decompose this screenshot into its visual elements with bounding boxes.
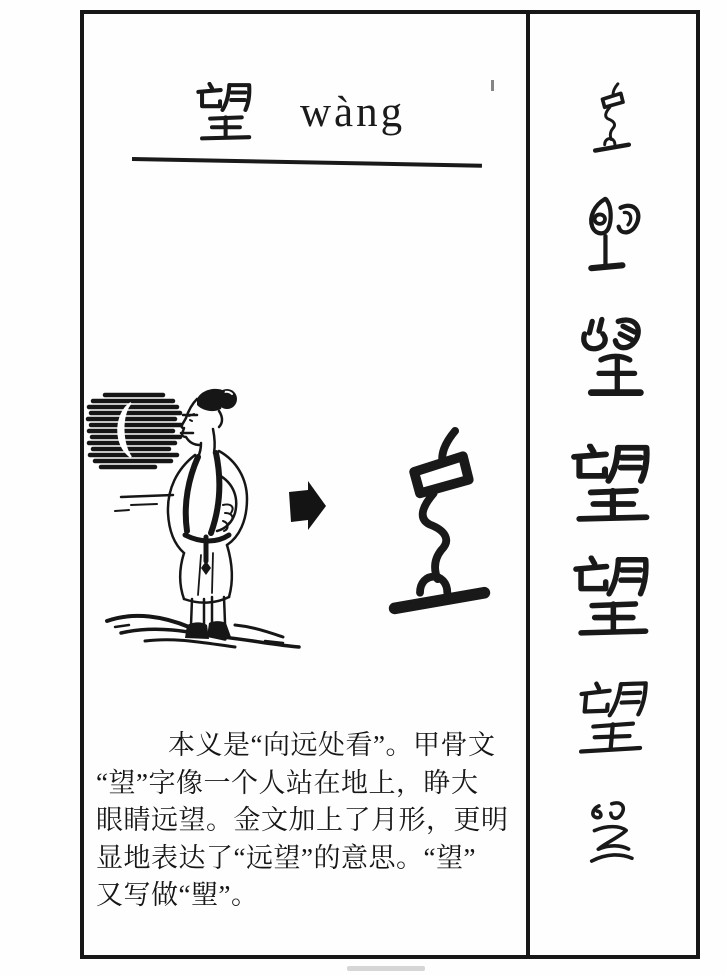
- sidebar-form-oracle-bone-icon: [590, 70, 634, 168]
- moon-icon: [88, 395, 197, 467]
- paragraph-line: 本义是“向远处看”。甲骨文: [168, 730, 496, 760]
- illustration: [85, 385, 505, 650]
- cloud-dashes: [115, 495, 173, 511]
- paragraph-line: “望”字像一个人站在地上，睁大: [96, 767, 479, 798]
- sidebar-form-clerical-icon: [566, 444, 658, 527]
- page-number-smudge: [347, 966, 425, 971]
- paragraph-line: 眼睛远望。金文加上了月形，更明: [96, 805, 509, 835]
- sidebar-form-bronze-icon: [580, 192, 646, 284]
- sidebar-form-seal-icon: [573, 314, 650, 402]
- paragraph-line: 显地表达了“远望”的意思。“望”: [96, 842, 476, 873]
- regular-form-text: [0, 0, 1, 1]
- explanation-paragraph: [96, 727, 512, 915]
- cursive-form-text: [0, 0, 1, 1]
- clerical-form-text: [0, 0, 1, 1]
- arrow-right-icon: [289, 481, 326, 530]
- sidebar-form-running-icon: [570, 674, 655, 765]
- sidebar-form-cursive-icon: [574, 790, 650, 881]
- title-character-glyph-icon: [194, 80, 256, 146]
- oracle-bone-character: [395, 431, 485, 608]
- seal-form-text: [0, 0, 1, 1]
- panel-divider: [526, 10, 530, 959]
- paragraph-line: 又写做“朢”。: [96, 880, 259, 910]
- scan-speck: [491, 80, 494, 91]
- running-form-text: [0, 0, 1, 1]
- title-character: [194, 80, 256, 146]
- sidebar-form-regular-icon: [570, 550, 655, 646]
- pinyin-label: wàng: [300, 89, 406, 136]
